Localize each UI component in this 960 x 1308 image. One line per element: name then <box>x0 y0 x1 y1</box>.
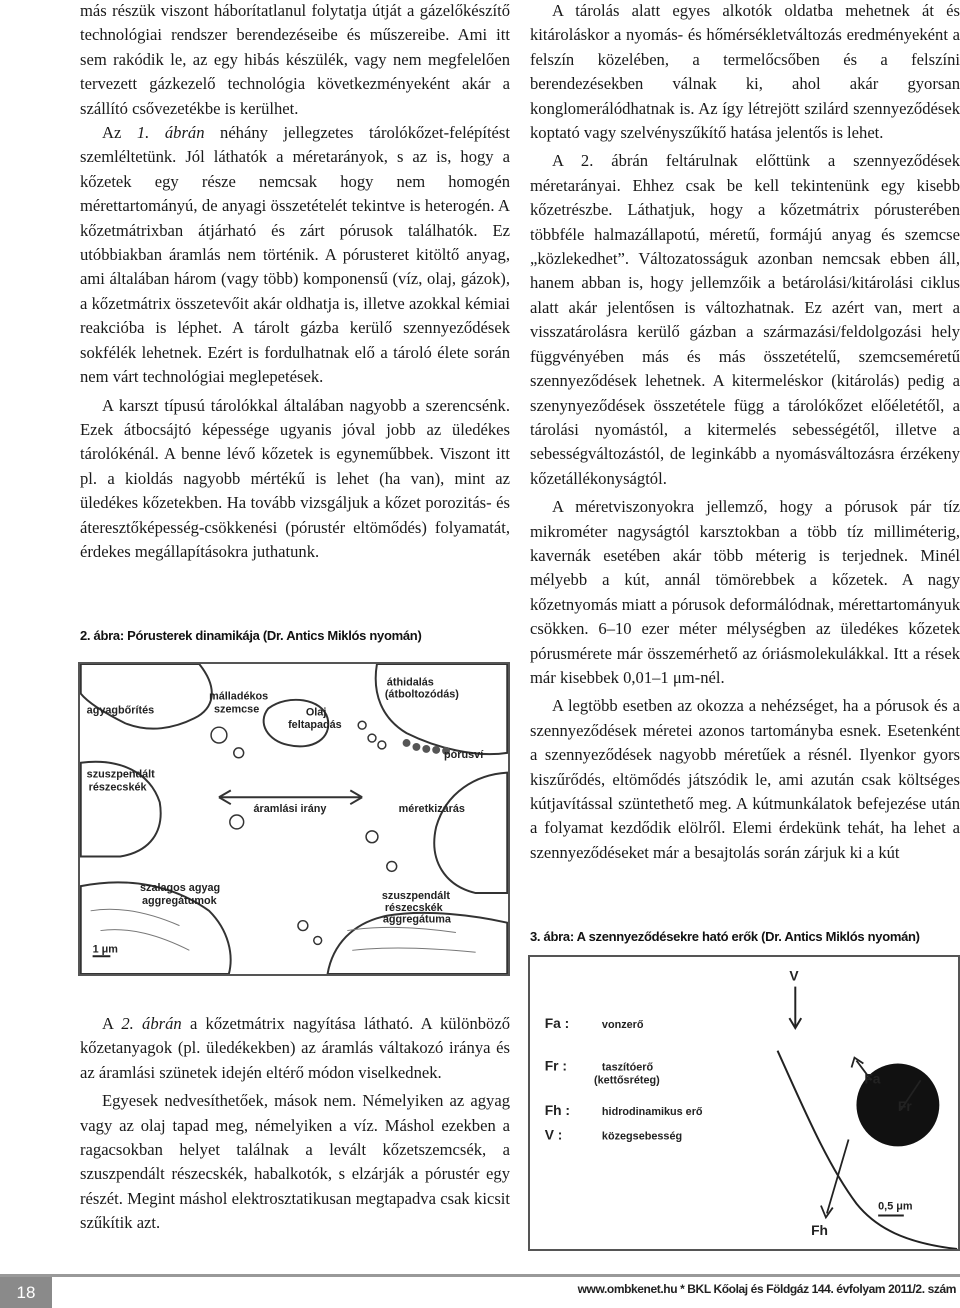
legend-fr-desc2: (kettősréteg) <box>594 1074 660 1087</box>
text-run: a kőzetmátrix nagyítása látható. A különböző kőzetanyagok (pl. üledékekben) az áramlás váltakozó iránya és az áramlási szünetek idején eltérő módon viselkednek. <box>80 1014 510 1082</box>
text-run: A <box>102 1014 122 1033</box>
particle <box>230 815 244 829</box>
legend-fr-desc: taszítóerő <box>601 1061 654 1074</box>
label-reszecskek-2: részecskék <box>384 901 443 914</box>
legend-fr: Fr : <box>544 1057 567 1074</box>
figure-reference: 2. ábrán <box>121 1014 182 1033</box>
label-atboltozodas: (átboltozódás) <box>384 688 459 701</box>
paragraph: A tárolás alatt egyes alkotók oldatba mehetnek át és kitároláskor a nyomás- és hőmérsékletváltozás eredményeként a felszín közelében, a termelőcsőben és a felszíni berendezésekben válnak ki, ahol akár gyorsan konglomerálódhatnak is. Az így létrejött szilárd szennyeződések koptató vagy szelvényszűkítő hatása jelentős is lehet. <box>530 1 960 143</box>
paragraph: A karszt típusú tárolókkal általában nagyobb a szerencsénk. Ezek átbocsájtó képessége ugyanis jóval jobb az üledékes tárolókénál. A benne lévő kőzetek is egyneműbbek. Viszont itt pl. a kioldás nagyobb mértékű is lehet (ha van), mint az üledékes kőzetekben. Ha tovább vizsgáljuk a kőzet porozitás- és áteresztőképesség-csökkenési (pórustér eltömődés) folyamatát, érdekes megállapításokra juthatunk. <box>80 395 510 561</box>
label-v: V <box>789 967 799 984</box>
figure-3-forces <box>528 955 960 1251</box>
forces-diagram <box>530 957 958 1249</box>
legend-fh: Fh : <box>544 1101 571 1118</box>
paragraph <box>80 1012 510 1085</box>
paragraph: A 2. ábrán feltárulnak előttünk a szennyeződések méretarányai. Ehhez csak be kell tekintenünk egy kisebb kőzetrészbe. Láthatjuk, hogy a kőzetmátrix pórusterében többféle halmazállapotú, méretű, formájú anyag és szemcse „közlekedhet”. Változatosságuk azonban nemcsak ebben áll, hanem abban is, hogy jellemzőik a betárolási/kitárolási ciklus alatt akár jelentősen is változhatnak. Ez azért van, mert a visszatárolásra kerülő gázban a származási/feldolgozási hely függvényében más és más összetételű, szemcseméretű szennyeződések lehetnek. A kitermeléskor (kitárolás) pedig a szenynyeződések összetétele függ a tárolókőzet előéletétől, a tárolási nyomástól, a kitermelés sebességétől, illetve a sebességváltozástól, de leginkább a nyomásváltozásra érzékeny kőzetállékonyságtól. <box>530 151 960 488</box>
grain-shape <box>434 773 507 893</box>
label-aramlasi-irany: áramlási irány <box>253 803 327 816</box>
label-szemcse: szemcse <box>214 703 260 716</box>
particle <box>314 936 322 944</box>
label-szuszpendalt: szuszpendált <box>86 768 155 781</box>
figure-3-caption: 3. ábra: A szennyeződésekre ható erők (Dr. Antics Miklós nyomán) <box>530 929 920 944</box>
particle <box>358 721 366 729</box>
label-scale: 0,5 μm <box>878 1200 913 1213</box>
footer-rule <box>0 1274 960 1277</box>
footer-text: www.ombkenet.hu * BKL Kőolaj és Földgáz 144. évfolyam 2011/2. szám <box>577 1282 956 1296</box>
label-malladekos: málladékos <box>209 690 269 703</box>
particle <box>378 741 386 749</box>
left-column-bottom <box>80 1012 510 1236</box>
label-agyagbori: agyagbőrítés <box>86 704 155 717</box>
label-porusvi: pórusví <box>444 748 484 761</box>
label-fr: Fr <box>897 1097 912 1114</box>
figure-reference: 1. ábrán <box>136 123 205 143</box>
legend-fa: Fa : <box>544 1015 570 1032</box>
particle <box>234 748 244 758</box>
particle <box>368 734 376 742</box>
legend-fh-desc: hidrodinamikus erő <box>601 1105 703 1118</box>
label-scale: 1 μm <box>92 943 118 956</box>
label-fa: Fa <box>864 1070 881 1087</box>
label-fh: Fh <box>811 1222 828 1239</box>
particle <box>387 861 397 871</box>
paragraph: A méretviszonyokra jellemző, hogy a pórusok pár tíz mikrométer nagyságtól karsztokban a több tíz milliméterig, kavernák esetében akár több méterig is terjednek. Minél mélyebb a kút, annál tömörebbek a kőzetek. A nagy kőzetnyomás miatt a pórusok deformálódnak, mérettartományuk csökken. 6–10 ezer méter mélységben az üledékes kőzetek pórusmérete már összemérhető az óriásmolekulákkal. Itt a rések már kisebbek 0,01–1 μm-nél. <box>530 497 960 687</box>
particle <box>298 921 308 931</box>
label-feltapadas: feltapadás <box>288 719 342 732</box>
right-column <box>530 0 960 865</box>
particle <box>211 727 227 743</box>
label-aggregatumok: aggregátumok <box>141 894 217 907</box>
fh-arrow <box>827 1140 849 1214</box>
legend-v-desc: közegsebesség <box>601 1130 683 1143</box>
text-run: néhány jellegzetes tárolókőzet-felépítést szemléltetünk. Jól láthatók a méretarányok, s az is, hogy a kőzetek egy része nemcsak hogy nem homogén mérettartományú, de anyagi összetételét tekintve is heterogén. A kőzetmátrixban átjárható és zárt pórusok találhatók. Ez utóbbiakban áramlás nem történik. A pórusteret kitöltő anyag, ami általában három (vagy több) komponensű (víz, olaj, gázok), a kőzetmátrix összetevőit akár oldhatja is, illetve azokkal kémiai reakcióba is léphet. A tárolt gázba kerülő szennyeződések sokfélék lehetnek. Ezért is fordulhatnak elő a tároló élete során nem várt technológiai meglepetések. <box>80 123 510 387</box>
legend-fa-desc: vonzerő <box>601 1019 644 1032</box>
paragraph <box>80 121 510 389</box>
grain-shape <box>81 664 212 729</box>
legend-v: V : <box>544 1126 563 1143</box>
pore-diagram <box>80 664 508 974</box>
figure-2-pore-dynamics <box>78 662 510 976</box>
label-szuszpendalt-2: szuszpendált <box>381 889 450 902</box>
page-number: 18 <box>0 1277 52 1308</box>
figure-2-caption: 2. ábra: Pórusterek dinamikája (Dr. Antics Miklós nyomán) <box>80 628 422 643</box>
paragraph: A legtöbb esetben az okozza a nehézséget, ha a pórusok és a szennyeződések méretei azonos tartományba esnek. Esetenként a szennyeződések nagyobb méretűek a résnél. Ilyenkor gyors kiszűrődés, eltömődés játszódik le, ami azután csak költséges kútjavítással szüntethető meg. A kútmunkálatok befejezése után a folyamat kezdődik elölről. Elemi érdekünk tehát, ha lehet a szennyeződéseket már a besajtolás során zárjuk ki a kút <box>530 696 960 862</box>
label-meretkizaras: méretkizárás <box>398 803 465 816</box>
text-run: Az <box>102 123 137 143</box>
particle <box>366 831 378 843</box>
paragraph: más részük viszont háborítatlanul folytatja útját a gázelőkészítő technológiai rendszer berendezéseibe és műszereibe. Ami itt sem rakódik le, az egy hibás készülék, vagy nem megfelelően tervezett gázkezelő technológia következményeként akár a szállító csővezetékbe is kerülhet. <box>80 1 510 118</box>
paragraph: Egyesek nedvesíthetőek, mások nem. Némelyiken az agyag vagy az olaj tapad meg, némelyiken a víz. Máshol ezekben a ragacsokban helyet találnak a levált kőzetszemcsék, a szuszpendált részecskék, habalkotók, s elzárják a pórustér egy részét. Megint máshol elektrosztatikusan megtapadva csak kicsit szűkítik azt. <box>80 1091 510 1233</box>
label-reszecskek: részecskék <box>88 781 147 794</box>
label-szalagos: szalagos agyag <box>139 882 221 895</box>
label-athidalas: áthidalás <box>386 676 434 689</box>
label-olaj: Olaj <box>305 706 327 719</box>
label-aggregatuma: aggregátuma <box>382 913 451 926</box>
left-column-top <box>80 0 510 564</box>
